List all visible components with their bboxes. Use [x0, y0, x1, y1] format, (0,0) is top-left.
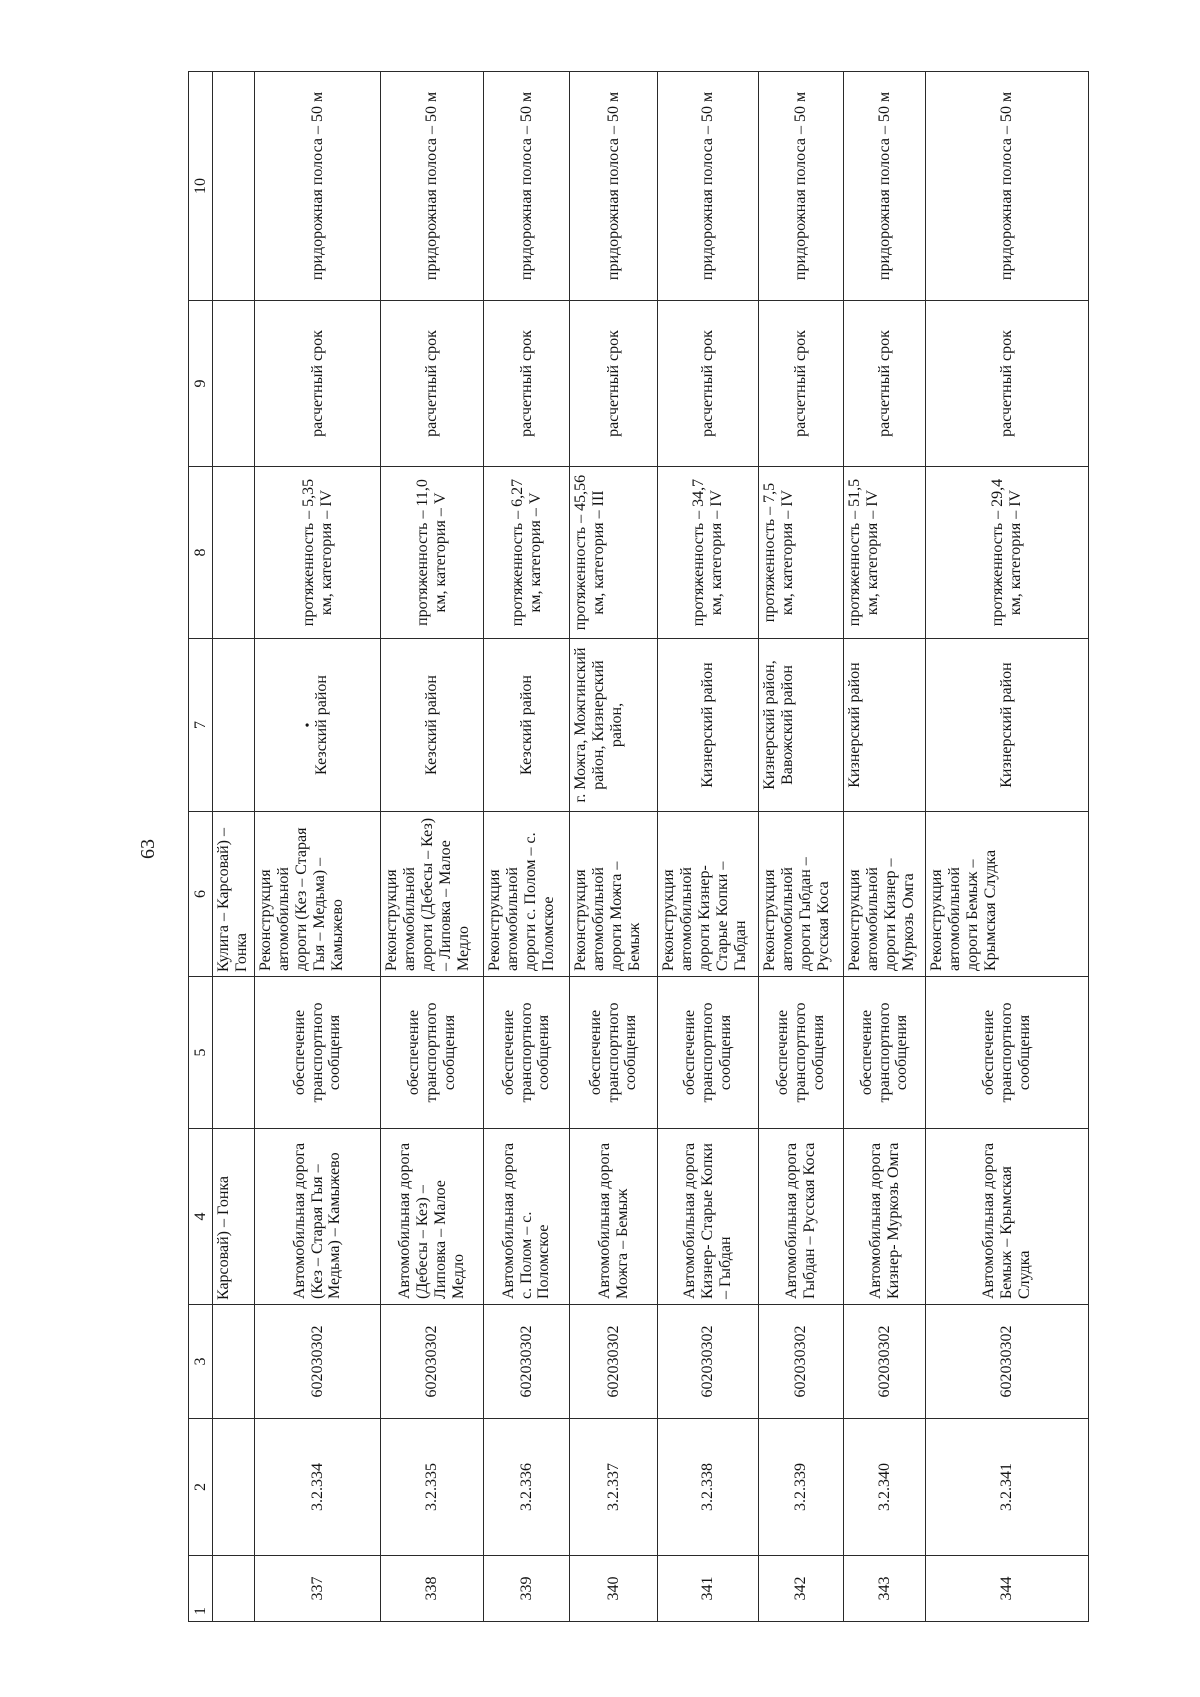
object-id: 602030302 [484, 1305, 570, 1419]
object-action: Реконструкция автомобильной дороги Кизнер- Старые Копки – Гыбдан [658, 812, 759, 977]
column-number: 4 [189, 1129, 213, 1305]
object-action: Реконструкция автомобильной дороги (Кез – Старая Гыя – Медьма) – Камыжево [255, 812, 381, 977]
object-action: Реконструкция автомобильной дороги Кизнер – Муркозь Омга [844, 812, 926, 977]
object-term: расчетный срок [658, 301, 759, 467]
dot-mark: • [300, 722, 316, 728]
column-number: 9 [189, 301, 213, 467]
continued-name-cell: Карсовай) – Гонка [213, 1129, 255, 1305]
column-number: 5 [189, 977, 213, 1129]
column-number: 8 [189, 467, 213, 639]
continuation-row [213, 72, 255, 1622]
object-location: г. Можга, Можгинский район, Кизнерский район, [570, 639, 658, 812]
column-number: 1 [189, 1556, 213, 1622]
object-characteristics: протяженность – 11,0 км, категория – V [381, 467, 484, 639]
object-id: 602030302 [926, 1305, 1089, 1419]
object-name: Автомобильная дорога Кизнер- Муркозь Омга [844, 1129, 926, 1305]
table-cell [213, 301, 255, 467]
row-number: 341 [658, 1556, 759, 1622]
object-location: Кизнерский район [844, 639, 926, 812]
object-id: 602030302 [255, 1305, 381, 1419]
row-number: 338 [381, 1556, 484, 1622]
object-characteristics: протяженность – 29,4 км, категория – IV [926, 467, 1089, 639]
object-zone: придорожная полоса – 50 м [484, 72, 570, 301]
table-row [926, 72, 1089, 1622]
object-code: 3.2.340 [844, 1419, 926, 1556]
column-number: 3 [189, 1305, 213, 1419]
object-name: Автомобильная дорога Бемыж – Крымская Слудка [926, 1129, 1089, 1305]
object-characteristics: протяженность – 45,56 км, категория – III [570, 467, 658, 639]
row-number: 340 [570, 1556, 658, 1622]
object-name: Автомобильная дорога Гыбдан – Русская Коса [759, 1129, 844, 1305]
object-purpose: обеспечение транспортного сообщения [484, 977, 570, 1129]
object-action: Реконструкция автомобильной дороги с. Полом – с. Поломское [484, 812, 570, 977]
object-characteristics: протяженность – 34,7 км, категория – IV [658, 467, 759, 639]
table-cell [213, 639, 255, 812]
object-code: 3.2.334 [255, 1419, 381, 1556]
column-number: 2 [189, 1419, 213, 1556]
object-location-cell [255, 639, 381, 812]
table-row [759, 72, 844, 1622]
table-rotated-container [188, 72, 1088, 1622]
table-row [844, 72, 926, 1622]
row-number: 337 [255, 1556, 381, 1622]
object-location: Кизнерский район, Вавожский район [759, 639, 844, 812]
object-code: 3.2.335 [381, 1419, 484, 1556]
row-number: 339 [484, 1556, 570, 1622]
column-number: 6 [189, 812, 213, 977]
object-name: Автомобильная дорога (Кез – Старая Гыя – Медьма) – Камыжево [255, 1129, 381, 1305]
object-action: Реконструкция автомобильной дороги (Дебесы – Кез) – Липовка – Малое Медло [381, 812, 484, 977]
object-id: 602030302 [759, 1305, 844, 1419]
table-cell [213, 1419, 255, 1556]
column-number: 7 [189, 639, 213, 812]
object-location: Кезский район [381, 639, 484, 812]
object-location: Кезский район [312, 675, 330, 775]
object-term: расчетный срок [570, 301, 658, 467]
object-term: расчетный срок [255, 301, 381, 467]
objects-table [188, 71, 1089, 1622]
object-location: Кизнерский район [926, 639, 1089, 812]
row-number: 343 [844, 1556, 926, 1622]
object-action: Реконструкция автомобильной дороги Бемыж – Крымская Слудка [926, 812, 1089, 977]
object-purpose: обеспечение транспортного сообщения [926, 977, 1089, 1129]
object-term: расчетный срок [844, 301, 926, 467]
object-code: 3.2.336 [484, 1419, 570, 1556]
table-row [484, 72, 570, 1622]
object-zone: придорожная полоса – 50 м [926, 72, 1089, 301]
table-cell [213, 977, 255, 1129]
object-term: расчетный срок [484, 301, 570, 467]
object-name: Автомобильная дорога (Дебесы – Кез) – Липовка – Малое Медло [381, 1129, 484, 1305]
object-zone: придорожная полоса – 50 м [658, 72, 759, 301]
object-action: Реконструкция автомобильной дороги Можга – Бемыж [570, 812, 658, 977]
page-number: 63 [136, 839, 159, 859]
object-action: Реконструкция автомобильной дороги Гыбдан – Русская Коса [759, 812, 844, 977]
object-id: 602030302 [570, 1305, 658, 1419]
object-id: 602030302 [844, 1305, 926, 1419]
table-cell [213, 467, 255, 639]
object-purpose: обеспечение транспортного сообщения [570, 977, 658, 1129]
column-number-row [189, 72, 213, 1622]
table-cell [213, 1305, 255, 1419]
object-zone: придорожная полоса – 50 м [844, 72, 926, 301]
object-term: расчетный срок [381, 301, 484, 467]
object-zone: придорожная полоса – 50 м [255, 72, 381, 301]
table-row [255, 72, 381, 1622]
object-zone: придорожная полоса – 50 м [381, 72, 484, 301]
object-term: расчетный срок [759, 301, 844, 467]
row-number: 342 [759, 1556, 844, 1622]
object-location: Кезский район [484, 639, 570, 812]
continued-action-cell: Кулига – Карсовай) – Гонка [213, 812, 255, 977]
object-zone: придорожная полоса – 50 м [759, 72, 844, 301]
object-purpose: обеспечение транспортного сообщения [658, 977, 759, 1129]
object-id: 602030302 [381, 1305, 484, 1419]
object-purpose: обеспечение транспортного сообщения [844, 977, 926, 1129]
object-location: Кизнерский район [658, 639, 759, 812]
object-term: расчетный срок [926, 301, 1089, 467]
object-characteristics: протяженность – 5,35 км, категория – IV [255, 467, 381, 639]
row-number: 344 [926, 1556, 1089, 1622]
object-characteristics: протяженность – 51,5 км, категория – IV [844, 467, 926, 639]
object-code: 3.2.337 [570, 1419, 658, 1556]
object-id: 602030302 [658, 1305, 759, 1419]
object-code: 3.2.339 [759, 1419, 844, 1556]
table-cell [213, 1556, 255, 1622]
table-row [658, 72, 759, 1622]
object-code: 3.2.338 [658, 1419, 759, 1556]
object-name: Автомобильная дорога с. Полом – с. Поломское [484, 1129, 570, 1305]
table-cell [213, 72, 255, 301]
object-zone: придорожная полоса – 50 м [570, 72, 658, 301]
column-number: 10 [189, 72, 213, 301]
object-code: 3.2.341 [926, 1419, 1089, 1556]
object-name: Автомобильная дорога Можга – Бемыж [570, 1129, 658, 1305]
table-row [381, 72, 484, 1622]
object-purpose: обеспечение транспортного сообщения [255, 977, 381, 1129]
object-characteristics: протяженность – 6,27 км, категория – V [484, 467, 570, 639]
object-purpose: обеспечение транспортного сообщения [381, 977, 484, 1129]
object-name: Автомобильная дорога Кизнер- Старые Копки – Гыбдан [658, 1129, 759, 1305]
table-row [570, 72, 658, 1622]
object-purpose: обеспечение транспортного сообщения [759, 977, 844, 1129]
object-characteristics: протяженность – 7,5 км, категория – IV [759, 467, 844, 639]
